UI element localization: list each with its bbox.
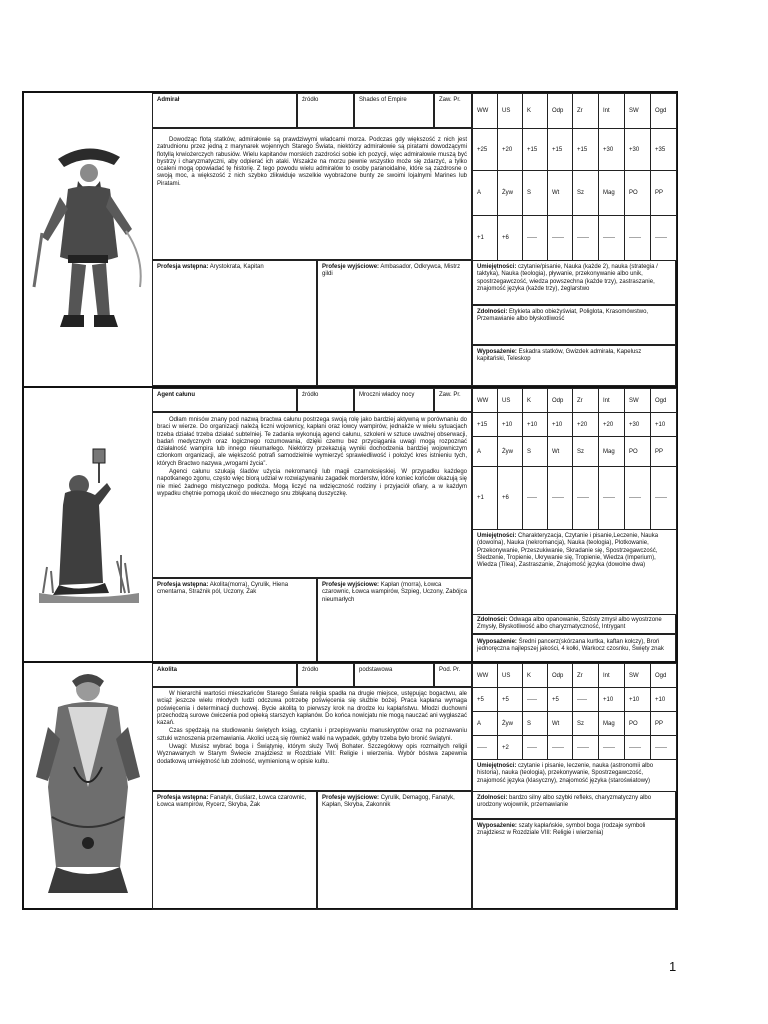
stat-value: ----- xyxy=(523,467,548,530)
stat-value: +10 xyxy=(548,413,573,437)
stat-header-ww: WW xyxy=(473,389,498,413)
stat-value: ------ xyxy=(625,736,651,760)
career-name xyxy=(152,93,297,128)
description-paragraph: W hierarchii wartości mieszkańców Starego Świata religia spadła na drugie miejsce, ustępując bogactwu, ale wciąż jeszcze wielu młodych ludzi odczuwa potrzebę poświęcenia się służbie bożej. Praca kapłana wymaga poświęcenia i determinacji duchowej. Bycie akolitą to pierwszy krok na drodze ku kapłaństwu. Młodzi duchowni przechodzą surowe ćwiczenia pod opieką starszych kapłanów. Do końca nowicjatu nie mogą nauczać ani wygłaszać kazań. xyxy=(157,691,467,727)
source-value: Shades of Empire xyxy=(359,97,407,103)
stat-header-po: PO xyxy=(625,712,651,736)
portrait-admiral xyxy=(24,93,152,386)
stat-value: ----- xyxy=(573,688,599,712)
stat-header-s: S xyxy=(523,712,548,736)
career-name xyxy=(152,388,297,412)
equipment-label: Wyposażenie: xyxy=(477,349,517,355)
career-entry-agent-calunu xyxy=(24,386,676,663)
agent-figure-illustration xyxy=(29,443,147,608)
stat-value: +35 xyxy=(651,129,677,171)
stat-value: ------ xyxy=(548,736,573,760)
stat-header-pp: PP xyxy=(651,171,677,216)
stat-header-us: US xyxy=(498,389,523,413)
equipment xyxy=(472,819,676,910)
exit-careers-label: Profesje wyjściowe: xyxy=(322,795,380,801)
stat-header-ww: WW xyxy=(473,664,498,688)
exit-careers xyxy=(317,578,472,663)
stat-header-k: K xyxy=(523,664,548,688)
stat-header-pp: PP xyxy=(651,437,677,467)
stat-value: +10 xyxy=(523,413,548,437)
equipment xyxy=(472,345,676,386)
exit-careers xyxy=(317,260,472,386)
stat-header-odp: Odp xyxy=(548,389,573,413)
stat-value: +25 xyxy=(473,129,498,171)
career-entry-akolita xyxy=(24,661,676,910)
stat-header-sz: Sz xyxy=(573,712,599,736)
stat-header-a: A xyxy=(473,171,498,216)
exit-careers-value: Ambasador, Odkrywca, Mistrz gildi xyxy=(322,264,461,278)
entry-careers xyxy=(152,791,317,910)
stat-value: +15 xyxy=(523,129,548,171)
career-sheet xyxy=(22,91,678,910)
stat-value: +6 xyxy=(498,216,523,261)
stat-header-wt: Wt xyxy=(548,171,573,216)
stat-header-wt: Wt xyxy=(548,437,573,467)
stat-value: +6 xyxy=(498,467,523,530)
source-value: podstawowa xyxy=(359,667,393,673)
stat-value: +5 xyxy=(498,688,523,712)
talents-label: Zdolności: xyxy=(477,617,508,623)
stat-header-sw: SW xyxy=(625,94,651,129)
stat-value: ------ xyxy=(548,216,573,261)
stat-header-sw: SW xyxy=(625,664,651,688)
entry-careers-value: Arystokrata, Kapitan xyxy=(209,264,264,270)
stats-table xyxy=(472,388,677,615)
entry-careers xyxy=(152,260,317,386)
stat-header-sw: SW xyxy=(625,389,651,413)
stat-value: +1 xyxy=(473,467,498,530)
entry-careers xyxy=(152,578,317,663)
stat-header-int: Int xyxy=(599,664,625,688)
stat-value: +15 xyxy=(548,129,573,171)
description-paragraph: Odłam mnisów znany pod nazwą bractwa całunu postrzega swoją rolę jako bardziej aktywną w porównaniu do braci w wierze. Do organizacji należą liczni wojownicy, kapłani oraz łowcy wampirów, jednakże w wielu sytuacjach trzeba działać trzeba działać subtelniej. Te zadania wykonują agenci całunu, szkoleni w sztuce uważnej obserwacji, badań medycznych oraz logicznego rozumowania, dzięki czemu bez przyciągania uwagi mogą rozpoznać działalność wampira lub innego nieumarłego. Niektórzy przekazują wyniki dochodzenia bardziej wojowniczym członkom organizacji, ale większość potrafi samodzielnie wymierzyć sprawiedliwość i położyć kres istnieniu tych, których Bractwo nazywa „wrogami życia”. xyxy=(157,417,467,467)
career-type-cell xyxy=(434,388,472,412)
stat-header-sz: Sz xyxy=(573,171,599,216)
stat-header-mag: Mag xyxy=(599,171,625,216)
equipment-value: Eskadra statków, Gwizdek admirała, Kapelusz kapitański, Teleskop xyxy=(477,349,642,363)
stat-value: ----- xyxy=(473,736,498,760)
stat-value: ------ xyxy=(651,467,677,530)
stat-value: ------ xyxy=(599,736,625,760)
stat-value: +5 xyxy=(548,688,573,712)
equipment-value: szaty kapłańskie, symbol boga (rodzaje symboli znajdziesz w Rozdziale VIII: Religie i wierzenia) xyxy=(477,823,646,837)
description-paragraph: Dowodząc flotą statków, admirałowie są prawdziwymi władcami morza. Podczas gdy większość z nich jest zatrudnionu przez jedną z marynarek wojennych Starego Świata, niektórzy admirałowie są piratami dowodzącymi flotyllą krwiożerczych rabusiów. Wielu kapitanów morskich zazdrości sobie ich pozycji, więc admirałowie muszą być bystrzy i charyzmatyczni, aby odpierać ich ataki. Wszakże na morzu pewnie wszystko może się zdarzyć, a tylko ocaleni mogą opowiadać tę historię. Z tego powodu wielu admirałów to osoby paranoidalne, które są zazdrosne o swoją moc, a większość z nich szybko zlikwiduje wszelkie wyobrażone bunty ze swoimi lojalnymi Marines lub Piratami. xyxy=(157,137,467,187)
source-label-cell xyxy=(297,663,354,687)
stat-header-wt: Wt xyxy=(548,712,573,736)
stat-header-zr: Zr xyxy=(573,94,599,129)
stat-value: ------ xyxy=(548,467,573,530)
career-description xyxy=(152,412,472,578)
stat-header-int: Int xyxy=(599,94,625,129)
stat-header-int: Int xyxy=(599,389,625,413)
skills-label: Umiejętności: xyxy=(477,533,517,539)
stat-value: ------ xyxy=(625,216,651,261)
stat-header-us: US xyxy=(498,664,523,688)
stat-value: +20 xyxy=(573,413,599,437)
career-type-cell xyxy=(434,663,472,687)
entry-careers-value: Fanatyk, Guślarz, Łowca czarownic, Łowca wampirów, Rycerz, Skryba, Żak xyxy=(157,795,307,809)
stat-value: +30 xyxy=(625,129,651,171)
stat-value: +20 xyxy=(599,413,625,437)
stat-header-sz: Sz xyxy=(573,437,599,467)
stat-header-ogd: Ogd xyxy=(651,94,677,129)
career-type: Zaw. Pr. xyxy=(439,392,461,398)
stats-table xyxy=(472,93,677,261)
talents xyxy=(472,305,676,345)
stat-header-a: A xyxy=(473,437,498,467)
exit-careers-label: Profesje wyjściowe: xyxy=(322,264,380,270)
stat-value: ------ xyxy=(573,216,599,261)
stat-value: ------ xyxy=(573,736,599,760)
stat-header-us: US xyxy=(498,94,523,129)
equipment-label: Wyposażenie: xyxy=(477,823,517,829)
talents xyxy=(472,614,676,634)
stat-header-zyw: Żyw xyxy=(498,171,523,216)
stat-value: +10 xyxy=(625,688,651,712)
skills-value: czytanie i pisanie, leczenie, nauka (astronomii albo historia), nauka (teologia), przekonywanie, Spostrzegawczość, znajomość języka (klasyczny), znajomość języka (staroświatowy) xyxy=(477,763,654,784)
akolita-figure-illustration xyxy=(28,667,148,907)
career-name-text: Agent całunu xyxy=(157,392,196,398)
stat-header-po: PO xyxy=(625,437,651,467)
talents-label: Zdolności: xyxy=(477,795,508,801)
stat-header-odp: Odp xyxy=(548,664,573,688)
source-label: źródło xyxy=(302,97,319,103)
stat-value: ------ xyxy=(599,467,625,530)
skills xyxy=(472,260,676,305)
talents-value: Odwaga albo opanowanie, Szósty zmysł albo wyostrzone Zmysły, Błyskotliwość albo charyzmatyczność, Intrygant xyxy=(477,617,662,631)
talents-value: Etykieta albo obieżyświat, Poliglota, Krasomówstwo, Przemawianie albo błyskotliwość xyxy=(477,309,649,323)
stat-header-po: PO xyxy=(625,171,651,216)
career-name-text: Admirał xyxy=(157,97,180,103)
stat-value: +15 xyxy=(473,413,498,437)
skills-value: Charakteryzacja, Czytanie i pisanie,Leczenie, Nauka (dowolna), Nauka (nekromancja), Nauka (teologia), Plotkowanie, Przekonywanie, Przeszukiwanie, Skradanie się, Spostrzegawczość, Śledzenie, Tropienie, Ukrywanie się, Tropienie, Wiedza (Imperium), Wiedza (Tilea), Zastraszanie, Znajomość języka (dowolne dwa) xyxy=(477,533,659,569)
stat-header-ogd: Ogd xyxy=(651,664,677,688)
description-paragraph: Czas spędzają na studiowaniu świętych ksiąg, czytaniu i przepisywaniu manuskryptów oraz na poznawaniu sztuki wznoszenia przemawiania. Akolici uczą się również walki na wypadek, gdyby trzeba było bronić świątyni. xyxy=(157,728,467,742)
career-type-cell xyxy=(434,93,472,128)
entry-careers-label: Profesja wstępna: xyxy=(157,582,209,588)
source-label: źródło xyxy=(302,392,319,398)
skills xyxy=(473,760,677,792)
entry-careers-label: Profesja wstępna: xyxy=(157,264,209,270)
source-label-cell xyxy=(297,388,354,412)
career-type: Zaw. Pr. xyxy=(439,97,461,103)
exit-careers-value: Cyrulik, Demagog, Fanatyk, Kapłan, Skryba, Zakonnik xyxy=(322,795,455,809)
skills xyxy=(473,530,677,615)
stats-table xyxy=(472,663,677,792)
entry-careers-value: Akolita(morra), Cyrulik, Hiena cmentarna, Strażnik pól, Uczony, Żak xyxy=(157,582,289,596)
skills-label: Umiejętności: xyxy=(477,264,517,270)
stat-header-mag: Mag xyxy=(599,712,625,736)
stat-value: ----- xyxy=(523,216,548,261)
career-description xyxy=(152,687,472,791)
equipment xyxy=(472,634,676,663)
stat-value: +20 xyxy=(498,129,523,171)
stat-header-k: K xyxy=(523,389,548,413)
admiral-figure-illustration xyxy=(28,137,148,342)
stat-header-k: K xyxy=(523,94,548,129)
stat-value: ------ xyxy=(599,216,625,261)
stat-header-s: S xyxy=(523,171,548,216)
source-label-cell xyxy=(297,93,354,128)
stat-header-zyw: Żyw xyxy=(498,437,523,467)
career-name-text: Akolita xyxy=(157,667,178,673)
stat-value: +10 xyxy=(498,413,523,437)
stat-value: +1 xyxy=(473,216,498,261)
stat-value: +2 xyxy=(498,736,523,760)
skills-value: czytanie/pisanie, Nauka (każde 2), nauka (strategia / taktyka), Nauka (teologia), pływanie, przekonywanie albo unik, spostrzegawczość, wiedza powszechna (każde trzy), zastraszanie, znajomość języka (każde trzy), żeglarstwo xyxy=(477,264,658,292)
description-paragraph: Uwagi: Musisz wybrać boga i Świątynię, którym służy Twój Bohater. Szczegółowy opis rozmaitych religii Wyznawanych w Starym Świecie znajdziesz w Rozdziale VIII: Religie i wierzenia. Wybór bóstwa zapewnia dodatkową umiejętność lub zdolność, wymienioną w opisie kultu. xyxy=(157,744,467,765)
portrait-agent-calunu xyxy=(24,388,152,663)
exit-careers-value: Kapłan (morra), Łowca czarownic, Łowca wampirów, Szpieg, Uczony, Zabójca nieumarłych xyxy=(322,582,467,603)
talents-label: Zdolności: xyxy=(477,309,508,315)
stat-header-mag: Mag xyxy=(599,437,625,467)
stat-value: +5 xyxy=(473,688,498,712)
stat-header-ww: WW xyxy=(473,94,498,129)
stat-value: ----- xyxy=(523,736,548,760)
career-entry-admiral xyxy=(24,93,676,386)
stat-header-zyw: Żyw xyxy=(498,712,523,736)
stat-header-pp: PP xyxy=(651,712,677,736)
equipment-value: Średni pancerz(skórzana kurtka, kaftan kolczy), Broń jednoręczna najlepszej jakości, 4 kołki, Warkocz czosnku, Święty znak xyxy=(477,639,664,653)
career-description xyxy=(152,128,472,260)
stat-value: +10 xyxy=(599,688,625,712)
stat-value: +10 xyxy=(651,688,677,712)
stat-header-zr: Zr xyxy=(573,389,599,413)
equipment-label: Wyposażenie: xyxy=(477,639,517,645)
stat-value: ------ xyxy=(651,216,677,261)
stat-value: +30 xyxy=(599,129,625,171)
page-number: 1 xyxy=(669,959,677,974)
source-value-cell xyxy=(354,93,434,128)
career-type: Pod. Pr. xyxy=(439,667,461,673)
stat-header-odp: Odp xyxy=(548,94,573,129)
stat-value: ------ xyxy=(573,467,599,530)
talents xyxy=(472,791,676,819)
source-value-cell xyxy=(354,388,434,412)
career-name xyxy=(152,663,297,687)
source-label: źródło xyxy=(302,667,319,673)
portrait-akolita xyxy=(24,663,152,910)
talents-value: bardzo silny albo szybki refleks, charyzmatyczny albo urodzony wojownik, przemawianie xyxy=(477,795,652,809)
entry-careers-label: Profesja wstępna: xyxy=(157,795,209,801)
stat-value: ------ xyxy=(651,736,677,760)
stat-value: +15 xyxy=(573,129,599,171)
skills-label: Umiejętności: xyxy=(477,763,517,769)
stat-value: ------ xyxy=(625,467,651,530)
stat-header-a: A xyxy=(473,712,498,736)
exit-careers-label: Profesje wyjściowe: xyxy=(322,582,380,588)
source-value: Mroczni władcy nocy xyxy=(359,392,415,398)
stat-value: +30 xyxy=(625,413,651,437)
exit-careers xyxy=(317,791,472,910)
stat-header-ogd: Ogd xyxy=(651,389,677,413)
description-paragraph: Agenci całunu szukają śladów użycia nekromancji lub magii czarnoksięskiej. W przypadku każdego napotkanego zgonu, często więc biorą udział w rozwiązywaniu zagadek morderstw, które koniec końców okazują się nie mieć żadnego mistycznego podłoża. Mogą liczyć na wdzięczność rodziny i przyjaciół ofiary, a w każdym wypadku chętnie pomogą ukoić do wiecznego snu zbłąkaną duszyczkę. xyxy=(157,469,467,497)
stat-value: ----- xyxy=(523,688,548,712)
stat-value: +10 xyxy=(651,413,677,437)
stat-header-zr: Zr xyxy=(573,664,599,688)
stat-header-s: S xyxy=(523,437,548,467)
source-value-cell xyxy=(354,663,434,687)
